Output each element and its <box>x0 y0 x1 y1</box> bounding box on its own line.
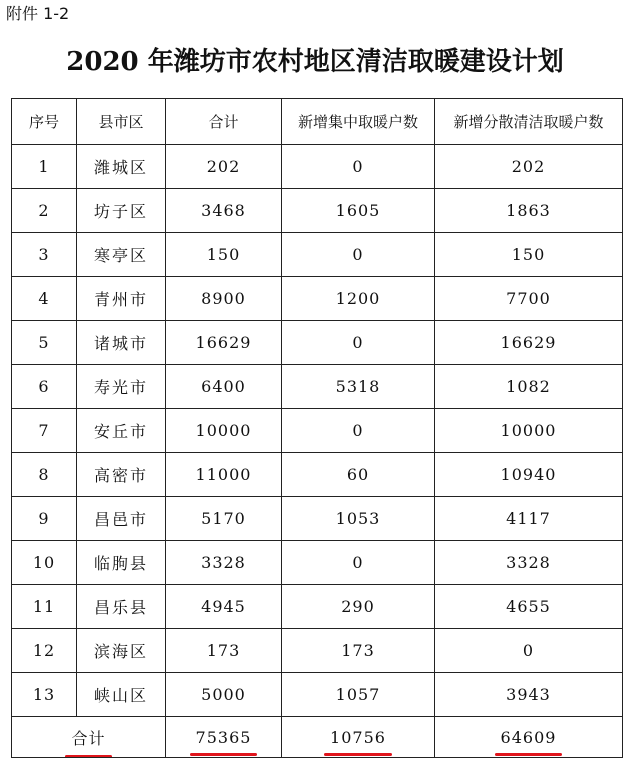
cell-dispersed: 202 <box>435 145 623 189</box>
cell-total: 11000 <box>166 453 282 497</box>
total-label-cell <box>12 717 166 758</box>
cell-centralized: 0 <box>282 541 435 585</box>
heating-plan-table <box>11 98 623 758</box>
table-header-row <box>12 99 623 145</box>
cell-total: 4945 <box>166 585 282 629</box>
table-row <box>12 673 623 717</box>
cell-dispersed: 10000 <box>435 409 623 453</box>
table-row <box>12 189 623 233</box>
total-dispersed-cell <box>435 717 623 758</box>
cell-dispersed: 1863 <box>435 189 623 233</box>
table-row <box>12 541 623 585</box>
cell-centralized: 0 <box>282 409 435 453</box>
cell-district: 昌邑市 <box>77 497 166 541</box>
total-label-text: 合计 <box>71 728 106 748</box>
cell-dispersed: 3943 <box>435 673 623 717</box>
cell-centralized: 1057 <box>282 673 435 717</box>
table-row <box>12 409 623 453</box>
cell-dispersed: 3328 <box>435 541 623 585</box>
cell-district: 寿光市 <box>77 365 166 409</box>
cell-centralized: 0 <box>282 233 435 277</box>
cell-centralized: 0 <box>282 321 435 365</box>
cell-total: 173 <box>166 629 282 673</box>
attachment-label: 附件 1-2 <box>6 4 70 23</box>
cell-dispersed: 0 <box>435 629 623 673</box>
cell-district: 滨海区 <box>77 629 166 673</box>
table-total-row <box>12 717 623 758</box>
cell-serial-number: 12 <box>12 629 77 673</box>
header-total: 合计 <box>166 99 282 145</box>
cell-total: 3328 <box>166 541 282 585</box>
cell-dispersed: 16629 <box>435 321 623 365</box>
cell-district: 坊子区 <box>77 189 166 233</box>
cell-district: 临朐县 <box>77 541 166 585</box>
total-sum-cell <box>166 717 282 758</box>
cell-dispersed: 4655 <box>435 585 623 629</box>
table-row <box>12 321 623 365</box>
cell-centralized: 5318 <box>282 365 435 409</box>
table-row <box>12 453 623 497</box>
total-centralized-cell <box>282 717 435 758</box>
total-dispersed-text: 64609 <box>500 727 557 747</box>
cell-total: 150 <box>166 233 282 277</box>
cell-district: 潍城区 <box>77 145 166 189</box>
cell-serial-number: 8 <box>12 453 77 497</box>
cell-centralized: 60 <box>282 453 435 497</box>
cell-district: 青州市 <box>77 277 166 321</box>
cell-serial-number: 3 <box>12 233 77 277</box>
cell-total: 5170 <box>166 497 282 541</box>
red-underline-mark <box>495 753 563 756</box>
cell-serial-number: 5 <box>12 321 77 365</box>
cell-district: 高密市 <box>77 453 166 497</box>
total-label <box>71 726 105 749</box>
cell-serial-number: 6 <box>12 365 77 409</box>
total-centralized-text: 10756 <box>330 727 386 747</box>
total-centralized <box>330 728 386 747</box>
cell-dispersed: 10940 <box>435 453 623 497</box>
cell-total: 10000 <box>166 409 282 453</box>
total-dispersed <box>501 728 557 747</box>
cell-district: 寒亭区 <box>77 233 166 277</box>
table-row <box>12 145 623 189</box>
red-underline-mark <box>65 755 111 758</box>
table-row <box>12 365 623 409</box>
cell-total: 3468 <box>166 189 282 233</box>
cell-district: 诸城市 <box>77 321 166 365</box>
cell-dispersed: 4117 <box>435 497 623 541</box>
cell-total: 8900 <box>166 277 282 321</box>
cell-dispersed: 1082 <box>435 365 623 409</box>
cell-centralized: 290 <box>282 585 435 629</box>
header-centralized-heating: 新增集中取暖户数 <box>282 99 435 145</box>
header-dispersed-heating: 新增分散清洁取暖户数 <box>435 99 623 145</box>
cell-serial-number: 11 <box>12 585 77 629</box>
cell-centralized: 1053 <box>282 497 435 541</box>
cell-serial-number: 7 <box>12 409 77 453</box>
cell-serial-number: 4 <box>12 277 77 321</box>
cell-serial-number: 13 <box>12 673 77 717</box>
header-district: 县市区 <box>77 99 166 145</box>
document-title: 2020 年潍坊市农村地区清洁取暖建设计划 <box>66 47 564 77</box>
cell-dispersed: 7700 <box>435 277 623 321</box>
cell-centralized: 0 <box>282 145 435 189</box>
cell-total: 202 <box>166 145 282 189</box>
cell-serial-number: 9 <box>12 497 77 541</box>
red-underline-mark <box>324 753 392 756</box>
cell-total: 16629 <box>166 321 282 365</box>
table-row <box>12 497 623 541</box>
cell-district: 峡山区 <box>77 673 166 717</box>
table-row <box>12 585 623 629</box>
total-sum-text: 75365 <box>195 727 252 747</box>
table-body <box>12 145 623 717</box>
total-sum <box>196 728 252 747</box>
cell-serial-number: 2 <box>12 189 77 233</box>
cell-dispersed: 150 <box>435 233 623 277</box>
cell-district: 安丘市 <box>77 409 166 453</box>
cell-centralized: 1605 <box>282 189 435 233</box>
red-underline-mark <box>190 753 258 756</box>
cell-district: 昌乐县 <box>77 585 166 629</box>
cell-serial-number: 1 <box>12 145 77 189</box>
table-row <box>12 233 623 277</box>
header-serial-number: 序号 <box>12 99 77 145</box>
cell-centralized: 173 <box>282 629 435 673</box>
cell-serial-number: 10 <box>12 541 77 585</box>
table-row <box>12 277 623 321</box>
cell-total: 6400 <box>166 365 282 409</box>
cell-centralized: 1200 <box>282 277 435 321</box>
cell-total: 5000 <box>166 673 282 717</box>
table-row <box>12 629 623 673</box>
